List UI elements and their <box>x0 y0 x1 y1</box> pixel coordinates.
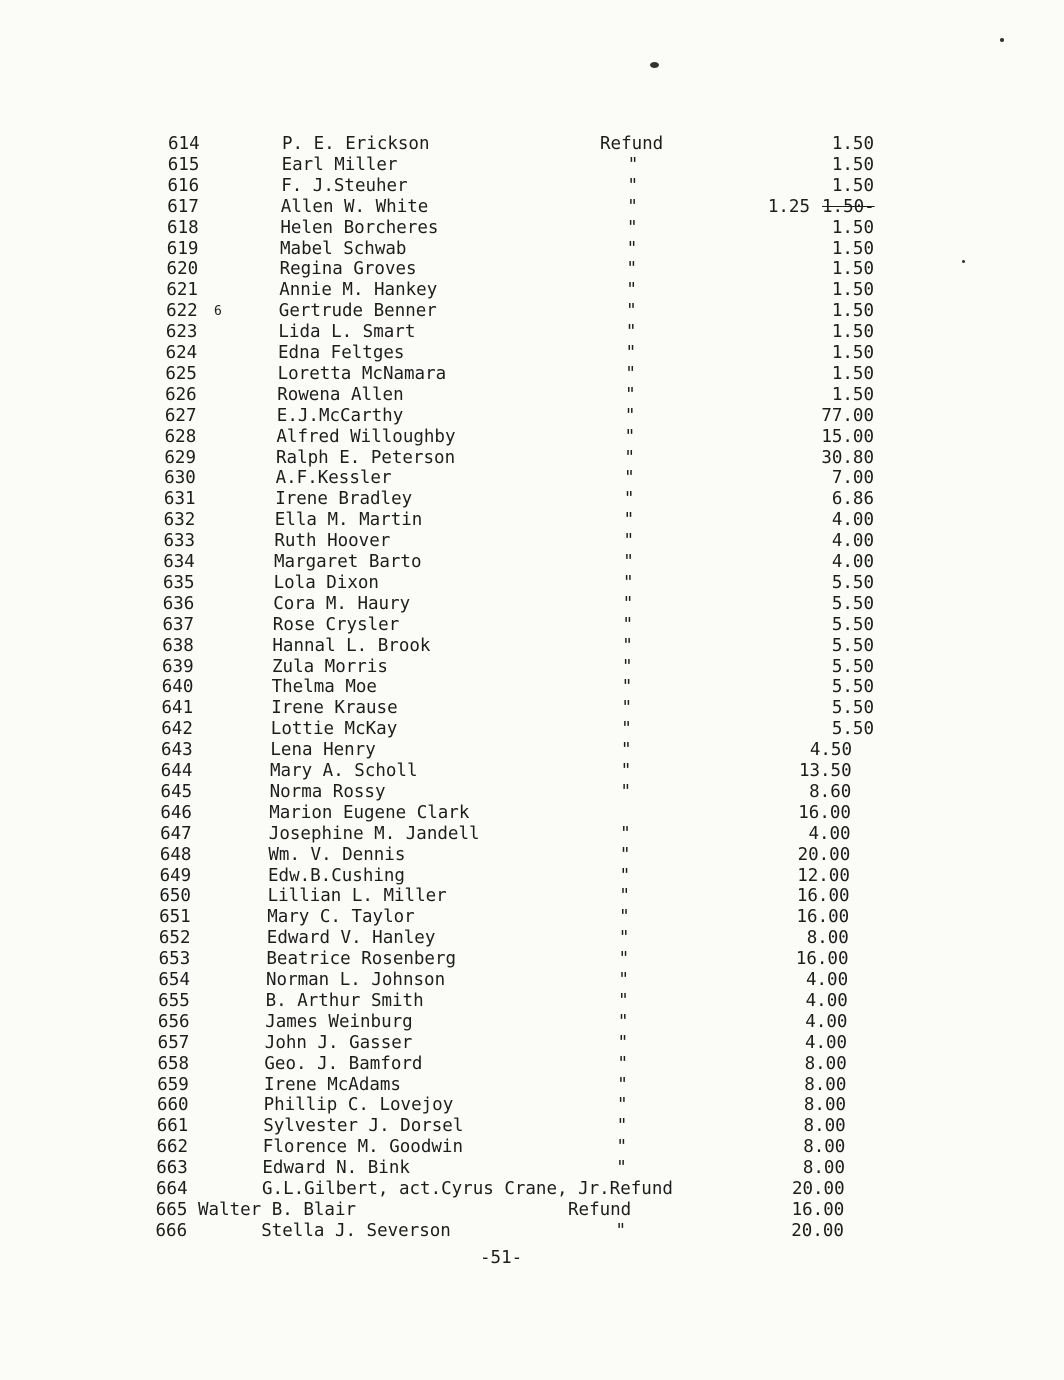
entry-note: " <box>618 928 630 949</box>
entry-amount: 4.00 <box>805 970 849 990</box>
entry-name: Mary C. Taylor <box>267 907 415 928</box>
entry-name: Rose Crysler <box>272 614 400 635</box>
ledger-row <box>0 761 1064 782</box>
entry-note: " <box>625 343 637 363</box>
entry-name: Lena Henry <box>270 740 376 761</box>
entry-amount: 4.00 <box>808 823 851 844</box>
ledger-row <box>0 698 1064 719</box>
ledger-row <box>0 1200 1064 1221</box>
entry-note: " <box>624 447 635 468</box>
entry-name: Irene McAdams <box>264 1074 401 1095</box>
entry-number: 648 <box>159 844 192 865</box>
entry-note: " <box>619 865 631 886</box>
entry-name: Edward V. Hanley <box>266 928 436 949</box>
entry-amount: 8.00 <box>804 1074 847 1095</box>
entry-amount: 8.00 <box>803 1116 846 1137</box>
entry-number: 663 <box>156 1158 188 1179</box>
entry-note: " <box>626 238 638 259</box>
entry-number: 655 <box>158 990 190 1011</box>
entry-note: " <box>626 280 637 301</box>
entry-name: Sylvester J. Dorsel <box>263 1116 464 1137</box>
entry-name: Gertrude Benner <box>278 301 437 322</box>
entry-number: 618 <box>167 217 199 238</box>
entry-amount: 4.00 <box>805 1011 848 1032</box>
entry-amount: 8.00 <box>804 1053 847 1074</box>
entry-note: " <box>627 154 639 175</box>
entry-number: 650 <box>159 886 191 907</box>
entry-note: " <box>616 1158 627 1179</box>
entry-note: " <box>621 698 633 719</box>
entry-number: 659 <box>157 1074 189 1095</box>
entry-number: 661 <box>156 1116 189 1137</box>
entry-number: 624 <box>165 343 198 363</box>
entry-name: Cora M. Haury <box>273 593 411 614</box>
ledger-row <box>0 448 1064 469</box>
entry-name: Mabel Schwab <box>280 238 407 259</box>
entry-note: Refund <box>600 134 664 154</box>
entry-amount: 4.00 <box>831 552 874 572</box>
entry-number: 636 <box>162 593 195 614</box>
entry-amount: 1.50 <box>831 322 874 343</box>
entry-note: " <box>617 1011 629 1032</box>
entry-name: Ruth Hoover <box>274 531 391 552</box>
entry-name: Beatrice Rosenberg <box>266 949 457 970</box>
entry-number: 652 <box>158 928 191 949</box>
entry-name: Phillip C. Lovejoy <box>263 1095 454 1116</box>
entry-name: Edw.B.Cushing <box>268 865 405 886</box>
entry-note: " <box>619 886 630 907</box>
entry-amount: 30.80 <box>821 447 874 468</box>
entry-amount: 8.00 <box>803 1137 846 1158</box>
entry-name: Norman L. Johnson <box>266 970 446 990</box>
entry-note: " <box>621 677 633 698</box>
ledger-row <box>0 845 1064 866</box>
entry-amount: 13.50 <box>798 761 852 781</box>
entry-number: 629 <box>164 447 196 468</box>
entry-number: 634 <box>163 552 195 572</box>
ledger-row <box>0 1075 1064 1096</box>
entry-note: " <box>617 1032 629 1053</box>
entry-note: " <box>617 1074 628 1095</box>
ledger-row <box>0 155 1064 176</box>
entry-amount: 5.50 <box>831 572 874 593</box>
entry-amount: 1.50 <box>831 343 874 363</box>
entry-note: Refund <box>568 1199 632 1220</box>
entry-name: G.L.Gilbert, act.Cyrus Crane, Jr.Refund <box>262 1179 673 1199</box>
entry-amount: 1.50 <box>831 280 874 301</box>
ledger-row <box>0 364 1064 385</box>
entry-amount: 5.50 <box>831 698 874 719</box>
entry-name: Annie M. Hankey <box>279 280 438 301</box>
struck-amount: 1.50- <box>822 196 875 217</box>
entry-number: 642 <box>161 719 193 740</box>
entry-note: " <box>622 635 633 656</box>
ledger-row <box>0 866 1064 887</box>
entry-name: F. J.Steuher <box>281 175 408 196</box>
entry-name: Florence M. Goodwin <box>262 1137 463 1158</box>
entry-note: " <box>623 552 634 572</box>
ledger-row <box>0 322 1064 343</box>
entry-amount: 4.00 <box>804 1032 848 1053</box>
entry-name: Alfred Willoughby <box>276 426 456 447</box>
ledger-row <box>0 531 1064 552</box>
entry-amount: 1.50 <box>831 154 874 175</box>
entry-note: " <box>622 593 634 614</box>
entry-number: 619 <box>166 238 199 259</box>
entry-name: Thelma Moe <box>271 677 377 698</box>
entry-amount: 5.50 <box>831 719 874 740</box>
entry-name: Edward N. Bink <box>262 1158 410 1179</box>
ledger-row <box>0 991 1064 1012</box>
entry-number: 628 <box>164 426 197 447</box>
entry-amount: 7.00 <box>831 468 874 489</box>
ledger-row <box>0 657 1064 678</box>
ledger-row <box>0 1221 1064 1242</box>
ledger-row <box>0 1116 1064 1137</box>
ledger-row <box>0 1033 1064 1054</box>
entry-note: " <box>625 384 636 405</box>
ledger-row <box>0 239 1064 260</box>
entry-number: 646 <box>160 802 192 823</box>
entry-amount: 20.00 <box>791 1179 845 1199</box>
ledger-row <box>0 1095 1064 1116</box>
entry-number: 623 <box>165 322 198 343</box>
entry-amount: 20.00 <box>791 1220 844 1241</box>
entry-number: 658 <box>157 1053 190 1074</box>
ledger-row <box>0 677 1064 698</box>
entry-note: " <box>624 405 636 426</box>
ledger-row <box>0 907 1064 928</box>
ledger-row <box>0 615 1064 636</box>
entry-note: " <box>625 363 636 384</box>
entry-note: " <box>620 761 632 781</box>
entry-amount: 4.00 <box>831 510 874 531</box>
entry-amount: 1.50 <box>831 238 874 259</box>
entry-amount: 5.50 <box>831 656 874 677</box>
ledger-row <box>0 406 1064 427</box>
entry-name: Hannal L. Brook <box>272 635 431 656</box>
ledger-row <box>0 594 1064 615</box>
ledger-row <box>0 573 1064 594</box>
entry-number: 620 <box>166 259 199 280</box>
entry-amount: 1.50 <box>831 175 874 196</box>
entry-note: " <box>627 217 638 238</box>
entry-number: 626 <box>165 384 197 405</box>
entry-number: 633 <box>163 531 196 552</box>
entry-amount: 20.00 <box>797 844 851 865</box>
entry-note: " <box>616 1137 628 1158</box>
entry-name: B. Arthur Smith <box>265 990 424 1011</box>
entry-number: 615 <box>167 154 200 175</box>
entry-number: 654 <box>158 970 190 990</box>
entry-number: 664 <box>156 1179 188 1199</box>
entry-number: 653 <box>158 949 191 970</box>
entry-name: Lida L. Smart <box>278 322 416 343</box>
entry-number: 651 <box>159 907 191 928</box>
entry-note: " <box>618 990 629 1011</box>
entry-note: " <box>620 781 632 802</box>
ledger-row <box>0 280 1064 301</box>
entry-amount: 1.50 <box>831 363 874 384</box>
ledger-row <box>0 301 1064 322</box>
entry-number: 630 <box>164 468 196 489</box>
entry-amount: 1.50 <box>831 217 874 238</box>
ink-speck <box>962 260 965 263</box>
entry-name: Ralph E. Peterson <box>276 447 456 468</box>
ledger-row <box>0 489 1064 510</box>
entry-name: Edna Feltges <box>278 343 405 363</box>
entry-note: " <box>626 301 637 322</box>
entry-amount: 5.50 <box>831 614 874 635</box>
ledger-row <box>0 886 1064 907</box>
entry-amount: 16.00 <box>796 886 850 907</box>
ledger-row <box>0 636 1064 657</box>
entry-name: Geo. J. Bamford <box>264 1053 423 1074</box>
entry-note: " <box>623 510 635 531</box>
entry-name: P. E. Erickson <box>282 134 430 154</box>
entry-amount: 1.50 <box>831 301 874 322</box>
ledger-row <box>0 134 1064 155</box>
entry-number: 662 <box>156 1137 189 1158</box>
entry-amount: 8.60 <box>809 781 852 802</box>
entry-name: Irene Bradley <box>275 489 413 510</box>
entry-amount: 6.86 <box>831 489 874 510</box>
entry-amount: 4.00 <box>805 990 848 1011</box>
ink-speck <box>1000 38 1004 42</box>
entry-number: 665 <box>155 1199 188 1220</box>
ledger-row <box>0 1158 1064 1179</box>
entry-name: John J. Gasser <box>264 1032 413 1053</box>
entry-number: 645 <box>160 781 193 802</box>
entry-name: Loretta McNamara <box>277 363 447 384</box>
entry-name: Stella J. Severson <box>261 1220 451 1241</box>
entry-note: " <box>618 949 630 970</box>
entry-name: Irene Krause <box>271 698 398 719</box>
entry-name: Margaret Barto <box>274 552 422 572</box>
entry-number: 656 <box>157 1011 190 1032</box>
ledger-row <box>0 740 1064 761</box>
entry-name: Earl Miller <box>281 154 398 175</box>
entry-note: " <box>616 1095 628 1116</box>
entry-number: 622 <box>166 301 198 322</box>
entry-name: A.F.Kessler <box>275 468 392 489</box>
entry-note: " <box>615 1220 627 1241</box>
entry-number: 666 <box>155 1220 188 1241</box>
entry-amount: 16.00 <box>798 802 851 823</box>
entry-note: " <box>619 844 631 865</box>
entry-note: " <box>622 656 633 677</box>
entry-number: 644 <box>160 761 193 781</box>
entry-number: 621 <box>166 280 198 301</box>
entry-amount: 5.50 <box>831 677 874 698</box>
entry-amount: 8.00 <box>806 928 849 949</box>
ink-speck <box>650 62 659 68</box>
entry-number: 647 <box>160 823 192 844</box>
ledger-row <box>0 1054 1064 1075</box>
entry-name: Norma Rossy <box>269 781 386 802</box>
margin-mark: 6 <box>214 304 222 320</box>
entry-number: 641 <box>161 698 194 719</box>
entry-number: 640 <box>161 677 194 698</box>
ledger-row <box>0 719 1064 740</box>
entry-note: " <box>624 426 636 447</box>
entry-number: 643 <box>161 740 193 761</box>
ledger-row <box>0 510 1064 531</box>
entry-name: Lillian L. Miller <box>267 886 447 907</box>
entry-amount: 1.50 <box>831 134 874 154</box>
entry-number: 632 <box>163 510 196 531</box>
entry-number: 657 <box>157 1032 190 1053</box>
entry-amount: 5.50 <box>831 593 874 614</box>
entry-amount: 4.50 <box>809 740 852 761</box>
entry-note: " <box>627 175 639 196</box>
entry-name: Helen Borcheres <box>280 217 439 238</box>
entry-note: " <box>619 907 630 928</box>
ledger-row <box>0 782 1064 803</box>
entry-number: 660 <box>156 1095 189 1116</box>
entry-note: " <box>623 531 634 552</box>
ledger-row <box>0 949 1064 970</box>
entry-amount: 15.00 <box>821 426 874 447</box>
ledger-row <box>0 343 1064 364</box>
entry-amount: 1.25 <box>767 196 810 217</box>
entry-name: Wm. V. Dennis <box>268 844 406 865</box>
ledger-row <box>0 385 1064 406</box>
entry-note: " <box>626 259 638 280</box>
entry-name: Walter B. Blair <box>198 1199 357 1220</box>
entry-note: " <box>624 468 635 489</box>
page-number: -51- <box>480 1248 523 1268</box>
ledger-row <box>0 468 1064 489</box>
ledger-row <box>0 803 1064 824</box>
entry-note: " <box>616 1116 628 1137</box>
entry-name: Lola Dixon <box>273 572 379 593</box>
entry-amount: 16.00 <box>791 1199 845 1220</box>
entry-number: 631 <box>163 489 196 510</box>
entry-amount: 12.00 <box>797 865 850 886</box>
entry-note: " <box>622 572 634 593</box>
entry-number: 639 <box>162 656 194 677</box>
ledger-row <box>0 1137 1064 1158</box>
ledger-row <box>0 928 1064 949</box>
ledger-row <box>0 427 1064 448</box>
entry-amount: 77.00 <box>821 405 874 426</box>
entry-amount: 8.00 <box>802 1158 845 1179</box>
entry-name: Lottie McKay <box>270 719 398 740</box>
entry-name: Mary A. Scholl <box>270 761 418 781</box>
ledger-row <box>0 1179 1064 1200</box>
entry-note: " <box>618 970 629 990</box>
entry-amount: 5.50 <box>831 635 874 656</box>
entry-note: " <box>621 719 632 740</box>
entry-note: " <box>623 489 635 510</box>
entry-number: 649 <box>159 865 192 886</box>
entry-note: " <box>620 823 631 844</box>
entry-name: Zula Morris <box>272 656 388 677</box>
entry-name: Regina Groves <box>279 259 417 280</box>
entry-name: Ella M. Martin <box>274 510 423 531</box>
entry-name: James Weinburg <box>265 1011 413 1032</box>
ledger-row <box>0 552 1064 573</box>
entry-note: " <box>627 196 638 217</box>
ledger-row <box>0 1012 1064 1033</box>
entry-note: " <box>621 740 632 761</box>
entry-amount: 16.00 <box>796 907 850 928</box>
entry-note: " <box>617 1053 628 1074</box>
entry-name: Allen W. White <box>280 196 429 217</box>
ledger-row <box>0 176 1064 197</box>
ledger-row <box>0 259 1064 280</box>
ledger-row <box>0 824 1064 845</box>
ledger-row <box>0 197 1064 218</box>
entry-number: 638 <box>162 635 194 656</box>
ledger-row <box>0 218 1064 239</box>
entry-number: 614 <box>168 134 200 154</box>
entry-name: Josephine M. Jandell <box>268 823 480 844</box>
entry-name: Marion Eugene Clark <box>269 802 470 823</box>
entry-note: " <box>622 614 634 635</box>
entry-number: 635 <box>162 572 195 593</box>
entry-amount: 1.50 <box>831 384 874 405</box>
entry-amount: 1.50 <box>831 259 874 280</box>
entry-number: 625 <box>165 363 197 384</box>
entry-number: 627 <box>164 405 197 426</box>
entry-amount: 16.00 <box>795 949 849 970</box>
entry-amount: 8.00 <box>803 1095 847 1116</box>
entry-number: 617 <box>167 196 199 217</box>
entry-number: 637 <box>162 614 195 635</box>
entry-name: E.J.McCarthy <box>276 405 404 426</box>
entry-note: " <box>625 322 637 343</box>
ledger-row <box>0 970 1064 991</box>
entry-number: 616 <box>167 175 200 196</box>
entry-name: Rowena Allen <box>277 384 404 405</box>
entry-amount: 4.00 <box>831 531 874 552</box>
